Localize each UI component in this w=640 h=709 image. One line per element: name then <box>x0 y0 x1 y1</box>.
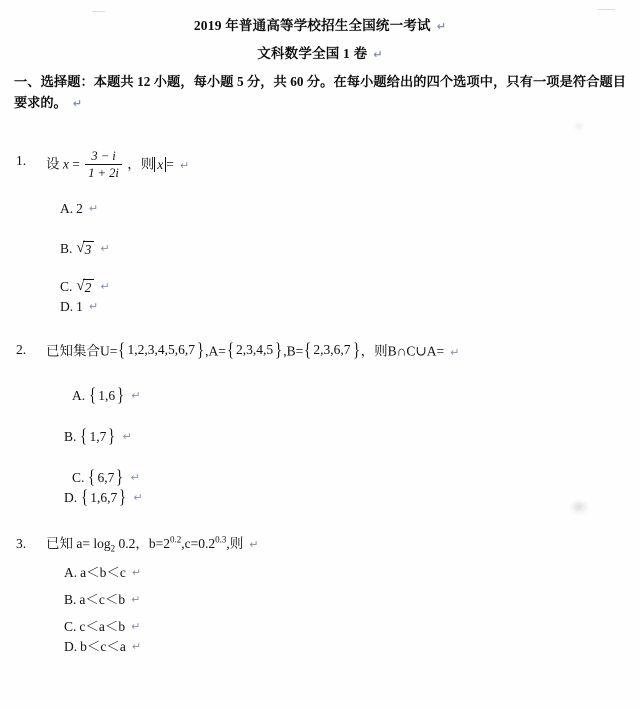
option-value: c＜a＜b <box>79 618 126 634</box>
power-c-base: 0.2 <box>198 535 216 551</box>
brace-open-icon: { <box>81 487 89 508</box>
return-mark-icon: ↵ <box>131 592 141 606</box>
option-label: A. <box>72 387 86 403</box>
question-2-number: 2. <box>16 342 27 357</box>
question-3-stem-tail: ,则 <box>226 535 244 551</box>
option-value: 1,6 <box>98 387 116 403</box>
square-root-icon <box>76 279 94 295</box>
question-1-option-a[interactable] <box>60 199 640 219</box>
option-label: D. <box>60 299 74 314</box>
question-3-option-b[interactable] <box>64 590 640 610</box>
return-mark-icon: ↵ <box>100 242 110 255</box>
power-b-base: 2 <box>163 535 170 551</box>
option-value: 1 <box>76 299 83 314</box>
option-label: C. <box>64 618 77 634</box>
section-instructions <box>0 62 640 114</box>
option-value-set <box>87 468 124 488</box>
option-label: B. <box>60 241 73 256</box>
power-c-exponent: 0.3 <box>215 534 227 544</box>
return-mark-icon: ↵ <box>373 48 383 61</box>
brace-close-icon: } <box>275 339 283 361</box>
question-1-option-d[interactable] <box>60 297 640 317</box>
option-value: b＜c＜a <box>80 638 126 654</box>
question-1-fraction-numerator: 3 − i <box>85 149 122 165</box>
question-2-mid-2: ,B= <box>283 343 304 359</box>
question-1-number: 1. <box>16 153 27 168</box>
question-3-number: 3. <box>16 535 27 551</box>
question-3-stem <box>14 533 640 556</box>
radical-sign-icon: √ <box>76 278 85 294</box>
set-a <box>226 339 283 361</box>
question-1-option-b[interactable] <box>60 239 640 259</box>
return-mark-icon: ↵ <box>436 20 447 33</box>
return-mark-icon: ↵ <box>131 388 141 402</box>
return-mark-icon: ↵ <box>72 97 82 110</box>
option-value: 6,7 <box>97 469 115 485</box>
question-1-stem-suffix: ，则 <box>127 156 155 172</box>
option-label: B. <box>64 428 77 444</box>
option-value: 3 <box>83 241 95 257</box>
question-2-option-a[interactable] <box>72 386 640 406</box>
question-1-body <box>46 150 640 181</box>
scan-edge-mark-right <box>598 9 615 10</box>
scan-smudge-secondary <box>572 120 586 132</box>
brace-close-icon: } <box>119 487 127 508</box>
brace-close-icon: } <box>352 339 360 361</box>
exam-title-primary-text: 2019 年普通高等学校招生全国统一考试 <box>193 18 431 33</box>
brace-open-icon: { <box>118 339 126 361</box>
question-1-absolute-value: x <box>154 157 166 172</box>
option-value-set <box>80 488 127 508</box>
logarithm-base: 2 <box>110 543 116 554</box>
question-3 <box>0 533 640 657</box>
return-mark-icon: ↵ <box>133 490 143 504</box>
brace-open-icon: { <box>89 385 97 406</box>
question-2-option-c[interactable] <box>72 468 640 488</box>
option-value: 1,7 <box>89 428 107 444</box>
question-1 <box>0 150 640 317</box>
return-mark-icon: ↵ <box>249 537 259 551</box>
square-root-icon <box>76 241 94 257</box>
return-mark-icon: ↵ <box>131 565 142 579</box>
brace-close-icon: } <box>108 426 116 447</box>
brace-open-icon: { <box>227 339 234 361</box>
return-mark-icon: ↵ <box>122 429 132 443</box>
question-1-option-c[interactable] <box>60 277 640 297</box>
logarithm-argument: 0.2 <box>118 535 136 551</box>
question-2-option-b[interactable] <box>64 427 640 447</box>
brace-close-icon: } <box>197 339 204 361</box>
question-3-stem-prefix: 已知 a= <box>46 535 90 551</box>
option-value: 2 <box>76 201 83 216</box>
question-3-mid-1: ，b= <box>135 535 164 551</box>
power-b-exponent: 0.2 <box>170 534 182 544</box>
question-3-option-d[interactable] <box>64 637 640 657</box>
set-u <box>117 339 205 361</box>
question-2-body <box>46 339 640 364</box>
option-value: 1,6,7 <box>90 489 118 505</box>
return-mark-icon: ↵ <box>130 470 140 484</box>
question-2-stem-prefix: 已知集合U= <box>46 343 118 359</box>
set-b <box>303 339 360 361</box>
option-label: D. <box>64 489 78 505</box>
option-label: B. <box>64 591 77 607</box>
return-mark-icon: ↵ <box>88 300 99 313</box>
option-value: a＜c＜b <box>79 591 126 607</box>
question-1-stem <box>14 150 640 181</box>
section-instructions-text: 一、选择题：本题共 12 小题，每小题 5 分，共 60 分。在每小题给出的四个选项中，只有一项是符合题目要求的。 <box>14 74 626 110</box>
option-value: a＜b＜c <box>80 564 126 580</box>
option-label: D. <box>64 638 78 654</box>
return-mark-icon: ↵ <box>131 619 141 633</box>
question-3-option-a[interactable] <box>64 563 640 583</box>
logarithm-name: log <box>93 535 111 551</box>
return-mark-icon: ↵ <box>179 158 190 172</box>
option-value-set <box>79 427 116 447</box>
radical-sign-icon: √ <box>76 240 85 256</box>
brace-open-icon: { <box>80 426 88 447</box>
return-mark-icon: ↵ <box>100 280 110 293</box>
question-1-variable: x <box>62 156 69 172</box>
set-b-elements: 2,3,6,7 <box>313 342 351 357</box>
return-mark-icon: ↵ <box>88 202 99 215</box>
question-1-stem-prefix: 设 <box>46 156 60 172</box>
question-3-mid-2: ,c= <box>181 535 199 551</box>
question-3-body <box>46 533 640 556</box>
return-mark-icon: ↵ <box>450 345 460 359</box>
question-1-fraction <box>85 149 122 180</box>
option-value: 2 <box>83 279 95 295</box>
exam-title-primary <box>0 0 640 34</box>
question-3-option-c[interactable] <box>64 617 640 637</box>
option-label: A. <box>64 564 78 580</box>
question-2-stem-tail: ，则B∩C∪A= <box>360 343 445 359</box>
question-2-stem <box>14 339 640 364</box>
option-label: C. <box>72 469 85 485</box>
question-2-option-d[interactable] <box>64 488 640 508</box>
option-label: C. <box>60 279 73 294</box>
question-1-equals: = <box>72 156 80 172</box>
brace-open-icon: { <box>304 339 312 361</box>
question-1-fraction-denominator: 1 + 2i <box>88 166 119 180</box>
exam-title-secondary <box>0 34 640 62</box>
brace-close-icon: } <box>116 467 124 488</box>
set-u-elements: 1,2,3,4,5,6,7 <box>127 342 195 357</box>
set-a-elements: 2,3,4,5 <box>236 342 274 357</box>
brace-open-icon: { <box>88 467 96 488</box>
scan-edge-mark-left <box>92 11 105 12</box>
brace-close-icon: } <box>117 385 125 406</box>
question-2-mid-1: ,A= <box>205 343 226 359</box>
question-1-stem-tail: = <box>166 156 174 172</box>
exam-title-secondary-text: 文科数学全国 1 卷 <box>257 46 368 61</box>
return-mark-icon: ↵ <box>131 639 142 653</box>
option-label: A. <box>60 201 74 216</box>
option-value-set <box>88 386 125 406</box>
question-2 <box>0 339 640 508</box>
